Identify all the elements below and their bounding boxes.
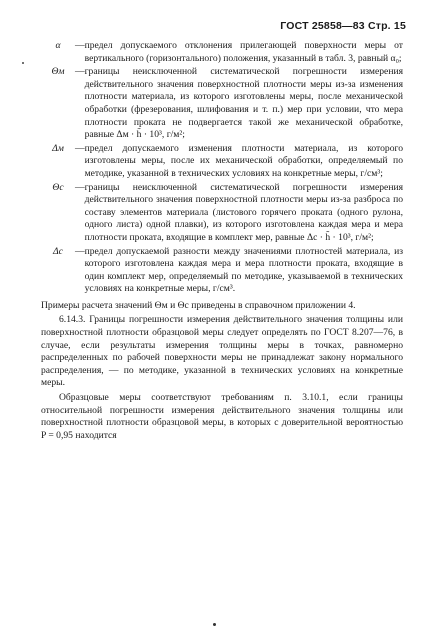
definition-delta-c: [41, 246, 403, 296]
definition-text: границы неисключенной систематической погрешности измерения действительного значения поверхностной плотности меры из-за изменения плотности материала, из которого изготовлены меры, после механической обработки (фрезерования, шлифования и т. п.) мер при условии, что мера плотности проката не подвергается такой же механической обработке, равные Δм · h̃ · 10³, г/м²;: [84, 66, 403, 141]
dash-separator: —: [75, 142, 85, 154]
dash-separator: —: [75, 40, 85, 51]
definition-text: предел допускаемой разности между значениями плотностей материала, из которого изготовлена каждая мера и мера плотности проката, входящие в один комплект мер, определяемый по методике, указываемой в технических условиях на конкретные меры, г/см³.: [84, 245, 403, 295]
definition-text: предел допускаемого изменения плотности материала, из которого изготовлены меры, после их механической обработки, определяемый по методике, указанной в технических условиях на конкретные меры, г/см³;: [84, 142, 403, 179]
page-header: ГОСТ 25858—83 Стр. 15: [280, 20, 406, 32]
definition-symbol: α: [55, 40, 61, 51]
dash-separator: —: [75, 66, 85, 78]
definition-symbol: Δм: [52, 142, 64, 154]
definition-text: предел допускаемого отклонения прилегающей поверхности меры от вертикального (горизонтального) положения, указанный в табл. 3, равный α₀;: [84, 40, 403, 64]
definition-symbol: Δс: [53, 245, 63, 257]
paragraph-reference-measures: Образцовые меры соответствуют требованиям п. 3.10.1, если границы относительной погрешности измерения действительного значения толщины или поверхностной плотности образцовой меры, в которых с доверительной вероятностью P = 0,95 находится: [41, 392, 403, 441]
definition-symbol: Θс: [52, 181, 64, 193]
paragraph-examples: Примеры расчета значений Θм и Θс приведены в справочном приложении 4.: [41, 299, 356, 311]
document-body: [41, 40, 403, 442]
scan-speck: [22, 62, 24, 64]
dash-separator: —: [75, 181, 85, 193]
definition-alpha: [41, 40, 403, 65]
definition-symbol: Θм: [51, 66, 65, 78]
definition-delta-m: [41, 143, 403, 181]
definition-text: границы неисключенной систематической погрешности измерения действительного значения поверхностной плотности меры из-за разброса по составу элементов материала (листового горячего проката (одного рулона, одного листа) одной плавки), из которого изготовлена каждая мера и мера плотности проката, входящие в комплект мер, равные Δс · h̃ · 10³, г/м²;: [84, 181, 403, 243]
definition-theta-c: [41, 182, 403, 245]
definition-theta-m: [41, 66, 403, 142]
page-footer-mark: [213, 623, 216, 626]
dash-separator: —: [75, 245, 85, 257]
paragraph-6-14-3: 6.14.3. Границы погрешности измерения действительного значения толщины или поверхностной плотности образцовой меры следует определять по ГОСТ 8.207—76, в случае, если результаты измерения толщины меры в точках, равномерно распределенных по рабочей поверхности меры не принадлежат закону нормального распределения, — по методике, указанной в технических условиях на конкретные меры.: [41, 314, 403, 389]
